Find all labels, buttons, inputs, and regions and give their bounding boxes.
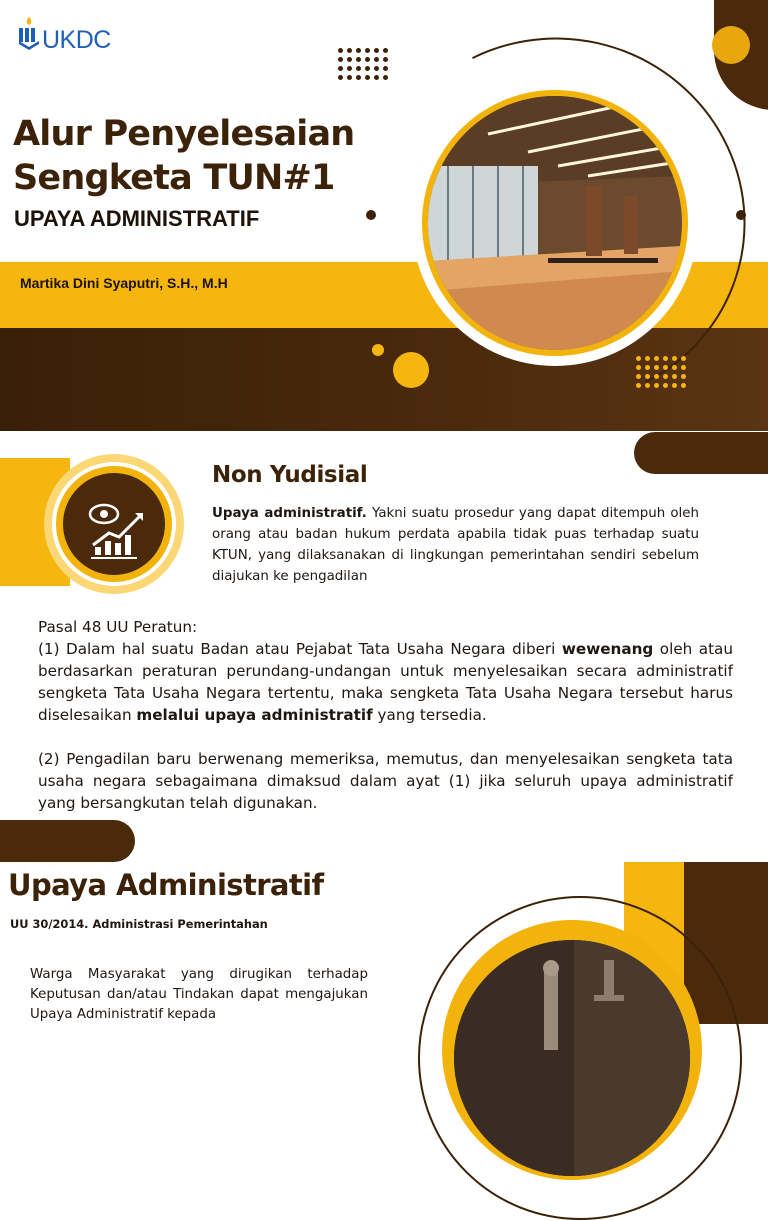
dot [365, 66, 370, 71]
section-heading-non-yudisial: Non Yudisial [212, 462, 368, 488]
dot [356, 57, 361, 62]
dot [645, 365, 650, 370]
dot [663, 374, 668, 379]
eye-chart-icon [63, 473, 165, 575]
dot [338, 57, 343, 62]
dot [374, 66, 379, 71]
dot [383, 48, 388, 53]
dot [636, 374, 641, 379]
dot [356, 48, 361, 53]
page-subtitle: UPAYA ADMINISTRATIF [14, 206, 260, 231]
dot [374, 75, 379, 80]
dot [681, 383, 686, 388]
p1-bold-upaya: melalui upaya administratif [136, 706, 373, 724]
pasal-paragraph-1 [38, 638, 733, 726]
dot [654, 383, 659, 388]
dot [374, 48, 379, 53]
dot [663, 383, 668, 388]
justice-statue-illustration [454, 940, 690, 1176]
corner-dot-decoration [712, 26, 750, 64]
dot [645, 374, 650, 379]
dot [681, 356, 686, 361]
book-flame-icon [18, 16, 40, 50]
pasal-48-block [38, 616, 733, 814]
dot-grid-top [338, 48, 388, 80]
dot [365, 57, 370, 62]
dot [654, 365, 659, 370]
dot [672, 383, 677, 388]
title-line-1: Alur Penyelesaian [13, 114, 355, 154]
dot [681, 365, 686, 370]
dot [356, 75, 361, 80]
arc-end-dot-left [366, 210, 376, 220]
justice-photo [454, 940, 690, 1176]
dot [347, 48, 352, 53]
p1-bold-wewenang: wewenang [561, 640, 654, 658]
dot [663, 365, 668, 370]
dot [347, 57, 352, 62]
dot [365, 48, 370, 53]
dot [383, 57, 388, 62]
deco-dot-large [393, 352, 429, 388]
author-name: Martika Dini Syaputri, S.H., M.H [20, 275, 228, 291]
dot [365, 75, 370, 80]
section-heading-upaya: Upaya Administratif [8, 868, 324, 902]
paragraph-gap [38, 726, 733, 748]
p1-text-c: oleh atau berdasarkan peraturan perundang-undangan untuk menyelesaikan secara administratif sengketa Tata Usaha Negara tertentu, maka sengketa Tata Usaha Negara tersebut harus diselesaikan [38, 640, 733, 724]
dot [645, 356, 650, 361]
title-line-2: Sengketa TUN#1 [13, 158, 335, 198]
dot [663, 356, 668, 361]
dot-grid-bottom [636, 356, 686, 388]
p1-text-a: (1) Dalam hal suatu Badan atau Pejabat Tata Usaha Negara diberi [38, 640, 562, 658]
dot [347, 75, 352, 80]
dot [672, 356, 677, 361]
pasal-title: Pasal 48 UU Peratun: [38, 618, 198, 636]
dot [636, 365, 641, 370]
icon-badge [63, 473, 165, 575]
page-title [13, 112, 373, 200]
dot [356, 66, 361, 71]
dot [338, 75, 343, 80]
p1-text-d: yang tersedia. [372, 706, 487, 724]
dot [645, 383, 650, 388]
section-pill-decoration [634, 432, 768, 474]
deco-dot-small [372, 344, 384, 356]
dot [383, 66, 388, 71]
dot [636, 356, 641, 361]
lead-bold: Upaya administratif. [212, 506, 367, 521]
section-pill-left-decoration [0, 820, 135, 862]
dot [654, 374, 659, 379]
non-yudisial-paragraph [212, 503, 699, 587]
hall-illustration [428, 96, 682, 350]
pasal-paragraph-2: (2) Pengadilan baru berwenang memeriksa, memutus, dan menyelesaikan sengketa tata usaha negara sebagaimana dimaksud dalam ayat (1) jika seluruh upaya administratif yang bersangkutan telah digunakan. [38, 750, 733, 812]
upaya-paragraph: Warga Masyarakat yang dirugikan terhadap Keputusan dan/atau Tindakan dapat mengajukan Upaya Administratif kepada [30, 967, 368, 1022]
dot [374, 57, 379, 62]
dot [672, 374, 677, 379]
dot [347, 66, 352, 71]
dot [383, 75, 388, 80]
dot [681, 374, 686, 379]
dot [672, 365, 677, 370]
law-reference: UU 30/2014. Administrasi Pemerintahan [10, 917, 268, 931]
dot [636, 383, 641, 388]
hall-photo [428, 96, 682, 350]
logo-text: UKDC [42, 26, 111, 54]
dot [654, 356, 659, 361]
dot [338, 66, 343, 71]
dot [338, 48, 343, 53]
lead-text: Yakni suatu prosedur yang dapat ditempuh oleh orang atau badan hukum perdata apabila tidak puas terhadap suatu KTUN, yang dilaksanakan di lingkungan pemerintahan sendiri sebelum diajukan ke pengadilan [212, 506, 699, 584]
arc-end-dot-right [736, 210, 746, 220]
